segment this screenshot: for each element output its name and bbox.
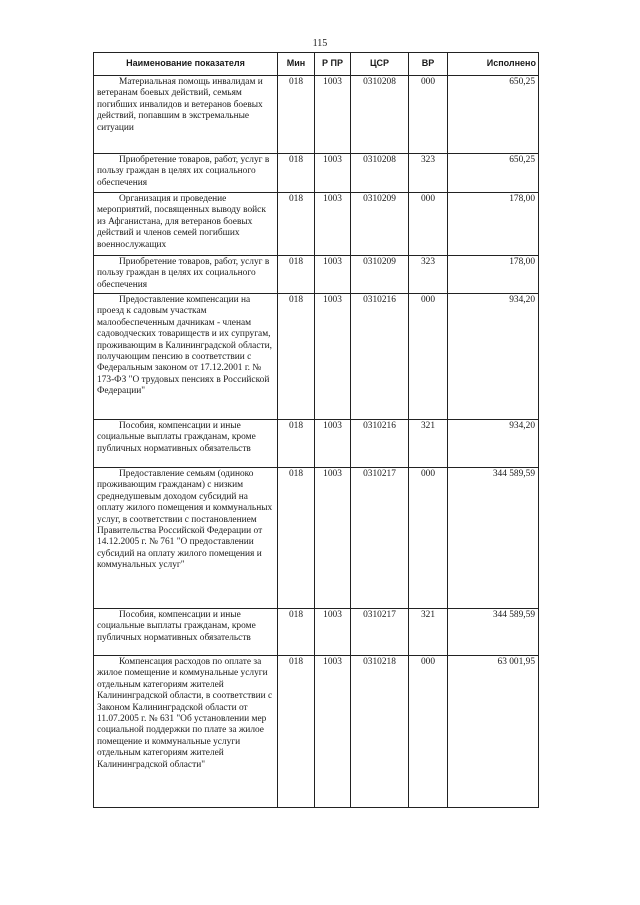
row-vr: 321 [409,609,448,656]
row-name: Пособия, компенсации и иные социальные выплаты гражданам, кроме публичных нормативных обязательств [94,609,278,656]
table-row [94,468,539,609]
row-min: 018 [278,420,315,468]
row-csr: 0310216 [351,294,409,420]
row-vr: 000 [409,193,448,256]
row-csr: 0310208 [351,76,409,154]
table-header-row [94,53,539,76]
header-amount: Исполнено [448,53,539,76]
row-vr: 321 [409,420,448,468]
row-min: 018 [278,294,315,420]
row-csr: 0310217 [351,609,409,656]
row-rpr: 1003 [315,256,351,294]
table-row [94,656,539,808]
table-row [94,193,539,256]
table-row [94,609,539,656]
row-vr: 000 [409,294,448,420]
row-min: 018 [278,656,315,808]
header-vr: ВР [409,53,448,76]
table-row [94,154,539,193]
row-name: Приобретение товаров, работ, услуг в пользу граждан в целях их социального обеспечения [94,154,278,193]
row-amount: 344 589,59 [448,468,539,609]
row-amount: 934,20 [448,294,539,420]
row-rpr: 1003 [315,294,351,420]
row-amount: 650,25 [448,76,539,154]
row-name: Компенсация расходов по оплате за жилое помещение и коммунальные услуги отдельным категориям жителей Калининградской области, в соответствии с Законом Калининградской области от 11.07.2005 г. № 631 "Об установлении мер социальной поддержки по плате за жилое помещение и коммунальные услуги отдельным категориям жителей Калининградской области" [94,656,278,808]
row-csr: 0310208 [351,154,409,193]
row-rpr: 1003 [315,154,351,193]
header-rpr: Р ПР [315,53,351,76]
header-min: Мин [278,53,315,76]
row-name: Приобретение товаров, работ, услуг в пользу граждан в целях их социального обеспечения [94,256,278,294]
table-row [94,76,539,154]
row-min: 018 [278,468,315,609]
row-amount: 178,00 [448,193,539,256]
row-min: 018 [278,154,315,193]
row-min: 018 [278,609,315,656]
row-vr: 000 [409,76,448,154]
row-rpr: 1003 [315,420,351,468]
header-csr: ЦСР [351,53,409,76]
row-name: Организация и проведение мероприятий, посвященных выводу войск из Афганистана, для ветеранов боевых действий и членов семей погибших военнослужащих [94,193,278,256]
row-name: Пособия, компенсации и иные социальные выплаты гражданам, кроме публичных нормативных обязательств [94,420,278,468]
table-row [94,256,539,294]
row-amount: 344 589,59 [448,609,539,656]
row-rpr: 1003 [315,656,351,808]
page-number: 115 [312,38,328,49]
row-min: 018 [278,76,315,154]
table-row [94,294,539,420]
row-csr: 0310217 [351,468,409,609]
budget-table [93,52,539,808]
row-vr: 323 [409,256,448,294]
row-rpr: 1003 [315,76,351,154]
row-min: 018 [278,256,315,294]
row-csr: 0310216 [351,420,409,468]
row-name: Предоставление компенсации на проезд к садовым участкам малообеспеченным дачникам - членам садоводческих товариществ и их супругам, проживающим в Калининградской области, получающим пенсию в соответствии с Федеральным законом от 17.12.2001 г. № 173-ФЗ "О трудовых пенсиях в Российской Федерации" [94,294,278,420]
row-rpr: 1003 [315,609,351,656]
row-csr: 0310218 [351,656,409,808]
row-name: Материальная помощь инвалидам и ветеранам боевых действий, семьям погибших инвалидов и ветеранов боевых действий, попавшим в экстремальные ситуации [94,76,278,154]
row-rpr: 1003 [315,468,351,609]
row-vr: 000 [409,656,448,808]
row-amount: 934,20 [448,420,539,468]
row-vr: 000 [409,468,448,609]
row-csr: 0310209 [351,256,409,294]
table-row [94,420,539,468]
row-amount: 650,25 [448,154,539,193]
row-amount: 178,00 [448,256,539,294]
row-vr: 323 [409,154,448,193]
row-rpr: 1003 [315,193,351,256]
row-name: Предоставление семьям (одиноко проживающим гражданам) с низким среднедушевым доходом субсидий на оплату жилого помещения и коммунальных услуг, в соответствии с постановлением Правительства Российской Федерации от 14.12.2005 г. № 761 "О предоставлении субсидий на оплату жилого помещения и коммунальных услуг" [94,468,278,609]
row-amount: 63 001,95 [448,656,539,808]
header-name: Наименование показателя [94,53,278,76]
row-min: 018 [278,193,315,256]
row-csr: 0310209 [351,193,409,256]
